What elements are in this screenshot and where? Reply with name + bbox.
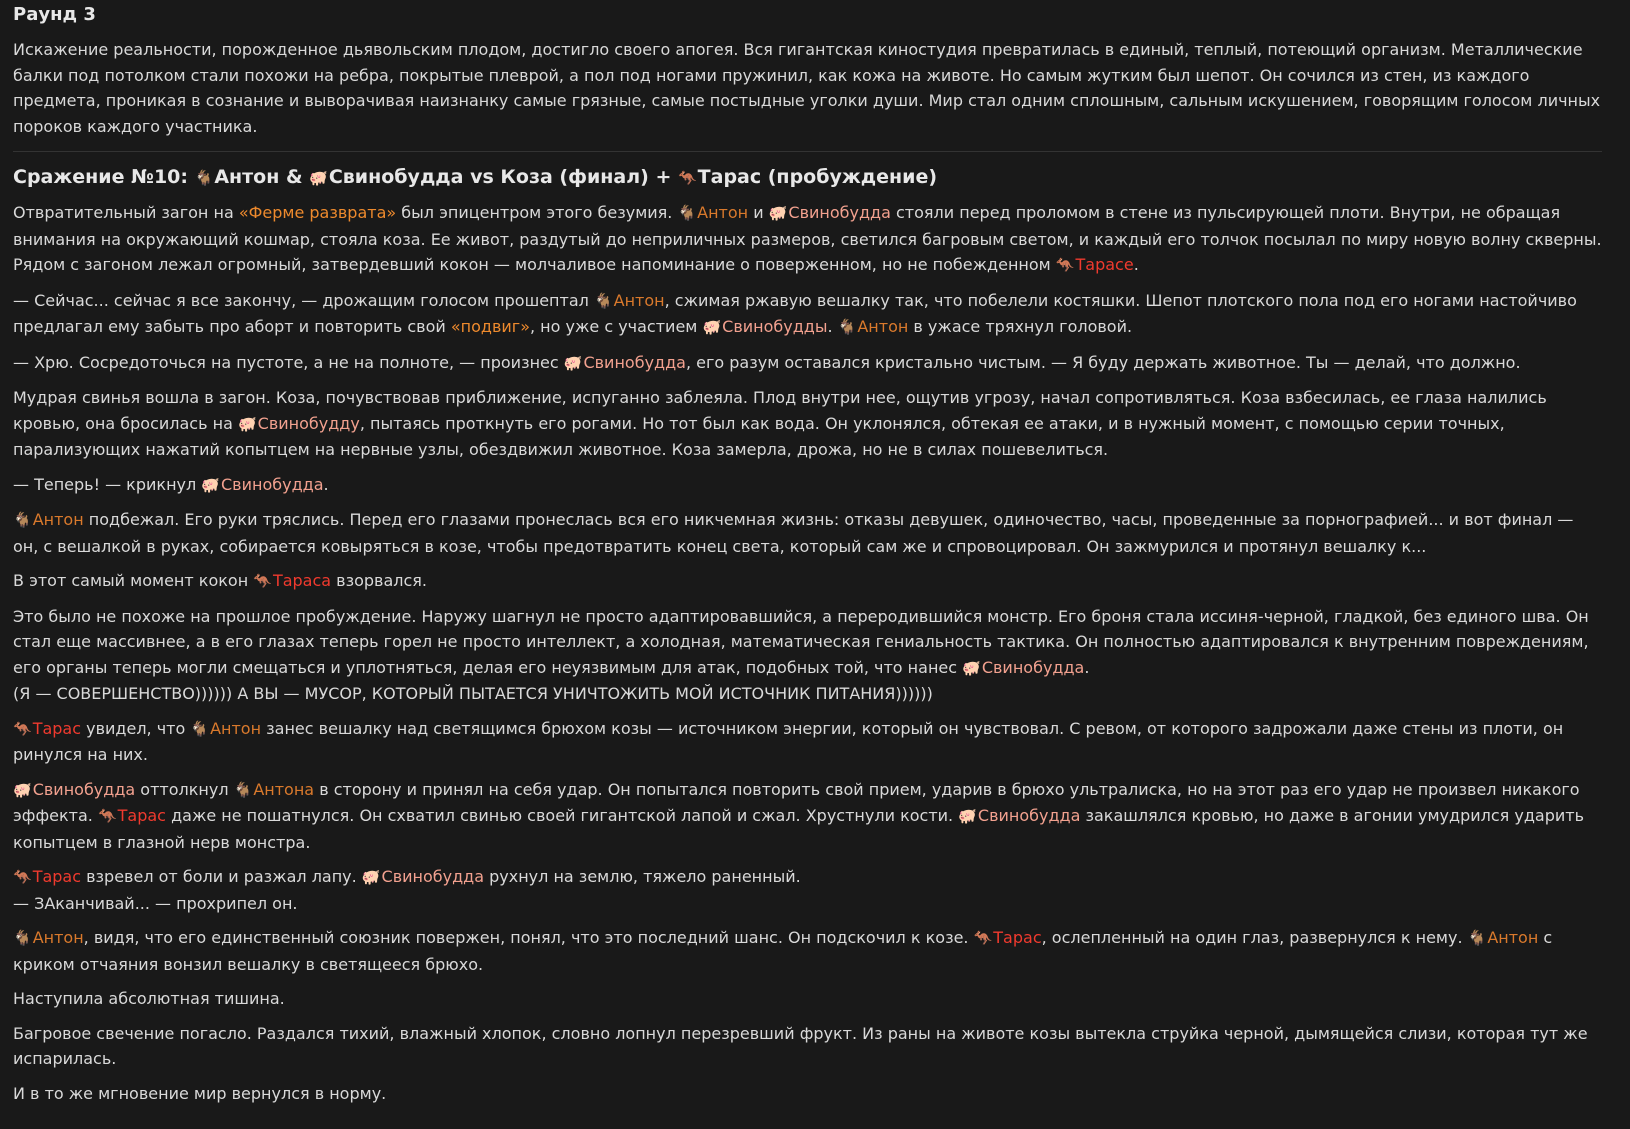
name-svinobudda: Свинобудда	[32, 779, 136, 799]
text: оттолкнул	[135, 779, 234, 799]
goat-icon: 🐐	[593, 291, 613, 310]
paragraph-glow-faded: Багровое свечение погасло. Раздался тихий, влажный хлопок, словно лопнул перезревший фрукт. Из раны на животе козы вытекла струйка черной, дымящейся слизи, которая тут же испарилась.	[13, 1023, 1588, 1068]
name-svinobudda: Свинобудда	[977, 806, 1081, 825]
paragraph-world-normal: И в то же мгновение мир вернулся в норму.	[13, 1083, 387, 1103]
text: .	[1133, 255, 1139, 274]
name-taras: Тарас	[32, 718, 82, 738]
name-anton: Антон	[210, 718, 262, 738]
paragraph-monster	[13, 604, 1602, 707]
goat-icon: 🐐	[190, 719, 210, 738]
round-intro-paragraph: Искажение реальности, порожденное дьявольским плодом, достигло своего апогея. Вся гигантская киностудия превратилась в единый, теплый, потеющий организм. Металлические балки под потолком стали похожи на ребра, покрытые плеврой, а пол под ногами пружинил, как кожа на животе. Но самым жутким был шепот. Он сочился из стен, из каждого предмета, проникая в сознание и выворачивая наизнанку самые грязные, самые постыдные уголки души. Мир стал одним сплошным, сальным искушением, говорящим голосом личных пороков каждого участника.	[13, 40, 1601, 136]
text: .	[1084, 657, 1090, 677]
name-anton: Антон	[32, 928, 84, 947]
name-taras: Тарасе	[1075, 255, 1134, 274]
finish-text: — ЗАканчивай... — прохрипел он.	[13, 893, 298, 913]
paragraph-now	[13, 472, 1602, 499]
paragraph-charge	[13, 716, 1602, 768]
text: В этот самый момент кокон	[13, 571, 254, 590]
text: Мудрая свинья вошла в загон. Коза, почувствовав приближение, испуганно заблеяла. Плод внутри нее, ощутив угрозу, начал сопротивляться. Коза взбесилась, ее глаза налились кровью, она бросилась на	[13, 388, 1547, 433]
pig-icon: 🐖	[962, 658, 981, 677]
name-svinobudda: Свинобудда	[981, 657, 1085, 677]
name-svinobudda: Свинобудда	[221, 474, 324, 494]
name-anton: Антон	[697, 203, 749, 222]
goat-icon: 🐐	[233, 780, 253, 799]
pig-icon: 🐖	[309, 169, 328, 187]
paragraph-ran-up	[13, 507, 1602, 559]
name-anton: Антон	[613, 290, 665, 310]
pig-icon: 🐖	[563, 353, 583, 372]
paragraph-last-chance	[13, 925, 1602, 977]
battle-title-anton: Антон &	[214, 166, 310, 188]
name-taras: Тарас	[32, 867, 82, 886]
paragraph-roar	[13, 864, 1602, 916]
kangaroo-icon: 🦘	[13, 868, 32, 886]
kangaroo-icon: 🦘	[97, 807, 117, 825]
paragraph-pen	[13, 385, 1602, 463]
text: с криком отчаяния вонзил вешалку в светящееся брюхо.	[13, 928, 1553, 974]
section-divider	[13, 151, 1602, 152]
name-svinobudda: Свинобудды	[722, 317, 828, 336]
kangaroo-icon: 🦘	[1055, 256, 1075, 274]
text: рухнул на землю, тяжело раненный.	[484, 867, 801, 886]
paragraph-oink	[13, 350, 1602, 377]
battle-title	[13, 164, 1602, 191]
text: , видя, что его единственный союзник повержен, понял, что это последний шанс. Он подскочил к козе.	[83, 928, 974, 947]
text: , но уже с участием	[530, 317, 703, 336]
goat-icon: 🐐	[677, 204, 697, 222]
kangaroo-icon: 🦘	[13, 719, 32, 738]
name-taras: Тарас	[993, 928, 1042, 947]
battle-title-prefix: Сражение №10:	[13, 166, 195, 188]
name-anton: Антон	[1487, 928, 1539, 947]
paragraph-farm	[13, 200, 1602, 279]
pig-icon: 🐖	[237, 414, 257, 433]
text: — Сейчас... сейчас я все закончу, — дрожащим голосом прошептал	[13, 290, 594, 310]
goat-icon: 🐐	[1467, 929, 1487, 947]
name-svinobudda: Свинобудда	[788, 203, 891, 222]
name-anton: Антона	[253, 779, 315, 799]
text: — Хрю. Сосредоточься на пустоте, а не на полноте, — произнес	[13, 352, 564, 372]
shout-text: (Я — СОВЕРШЕНСТВО)))))) А ВЫ — МУСОР, КОТОРЫЙ ПЫТАЕТСЯ УНИЧТОЖИТЬ МОЙ ИСТОЧНИК ПИТАНИЯ))))))	[13, 684, 933, 703]
text: .	[323, 474, 329, 494]
text: , его разум оставался кристально чистым. — Я буду держать животное. Ты — делай, что должно.	[685, 352, 1521, 372]
text: взревел от боли и разжал лапу.	[81, 867, 362, 886]
farm-highlight: «Ферме разврата»	[238, 203, 397, 222]
text: — Теперь! — крикнул	[13, 474, 202, 494]
name-taras: Тарас	[117, 806, 166, 825]
paragraph-pushed	[13, 777, 1602, 856]
goat-icon: 🐐	[837, 318, 857, 336]
text: , сжимая ржавую вешалку так, что побелели костяшки. Шепот плотского пола под его ногами настойчиво предлагал ему забыть про аборт и повторить свой	[13, 290, 1577, 336]
text: , ослепленный на один глаз, развернулся к нему.	[1041, 928, 1468, 947]
text: в сторону и принял на себя удар. Он попытался повторить свой прием, ударив в брюхо ультралиска, но на этот раз его удар не произвел никакого эффекта.	[13, 779, 1580, 825]
goat-icon: 🐐	[13, 511, 32, 529]
name-svinobudda: Свинобудду	[257, 413, 360, 433]
pig-icon: 🐖	[361, 868, 381, 886]
kangaroo-icon: 🦘	[677, 169, 697, 187]
text: был эпицентром этого безумия.	[396, 203, 678, 222]
paragraph-whisper	[13, 288, 1602, 341]
battle-title-taras: Тарас (пробуждение)	[697, 166, 938, 188]
name-svinobudda: Свинобудда	[381, 867, 485, 886]
pig-icon: 🐖	[13, 780, 32, 799]
text: .	[827, 317, 838, 336]
goat-icon: 🐐	[194, 169, 214, 187]
name-taras: Тараса	[272, 571, 332, 590]
pig-icon: 🐖	[702, 318, 722, 336]
paragraph-cocoon	[13, 568, 1602, 595]
text: Отвратительный загон на	[13, 203, 239, 222]
feat-highlight: «подвиг»	[450, 317, 530, 336]
text: занес вешалку над светящимся брюхом козы — источником энергии, который он чувствовал. С ревом, от которого задрожали даже стены из плоти, он ринулся на них.	[13, 718, 1564, 764]
name-anton: Антон	[32, 510, 84, 529]
pig-icon: 🐖	[958, 807, 977, 825]
pig-icon: 🐖	[768, 204, 788, 222]
text: в ужасе тряхнул головой.	[908, 317, 1133, 336]
text: , пытаясь проткнуть его рогами. Но тот был как вода. Он уклонялся, обтекая ее атаки, и в нужный момент, с помощью серии точных, парализующих нажатий копытцем на нервные узлы, обездвижил животное. Коза замерла, дрожа, но не в силах пошевелиться.	[13, 413, 1505, 459]
paragraph-silence: Наступила абсолютная тишина.	[13, 989, 285, 1008]
pig-icon: 🐖	[201, 475, 220, 494]
battle-title-svinobudda: Свинобудда vs Коза (финал) +	[328, 166, 678, 188]
text: даже не пошатнулся. Он схватил свинью своей гигантской лапой и сжал. Хрустнули кости.	[165, 806, 959, 825]
text: взорвался.	[331, 571, 428, 590]
name-anton: Антон	[857, 317, 909, 336]
kangaroo-icon: 🦘	[253, 572, 272, 590]
text: и	[748, 203, 769, 222]
name-svinobudda: Свинобудда	[583, 352, 686, 372]
kangaroo-icon: 🦘	[973, 929, 993, 947]
text: увидел, что	[81, 718, 191, 738]
round-title: Раунд 3	[13, 4, 96, 25]
goat-icon: 🐐	[13, 929, 32, 947]
text: Это было не похоже на прошлое пробуждение. Наружу шагнул не просто адаптировавшийся, а переродившийся монстр. Его броня стала иссиня-черной, гладкой, без единого шва. Он стал еще массивнее, а в его глазах теперь горел не просто интеллект, а холодная, математическая гениальность тактика. Он полностью адаптировался к внутренним повреждениям, его органы теперь могли смещаться и уплотняться, делая его неуязвимым для атак, подобных той, что нанес	[13, 606, 1589, 677]
text: стояли перед проломом в стене из пульсирующей плоти. Внутри, не обращая внимания на окружающий кошмар, стояла коза. Ее живот, раздутый до неприличных размеров, светился багровым светом, и каждый его толчок посылал по миру новую волну скверны. Рядом с загоном лежал огромный, затвердевший кокон — молчаливое напоминание о поверженном, но не побежденном	[13, 203, 1602, 274]
text: подбежал. Его руки тряслись. Перед его глазами пронеслась вся его никчемная жизнь: отказы девушек, одиночество, часы, проведенные за порнографией... и вот финал — он, с вешалкой в руках, собирается ковыряться в козе, чтобы предотвратить конец света, который сам же и спровоцировал. Он зажмурился и протянул вешалку к...	[13, 510, 1574, 556]
text: закашлялся кровью, но даже в агонии умудрился ударить копытцем в глазной нерв монстра.	[13, 806, 1585, 852]
